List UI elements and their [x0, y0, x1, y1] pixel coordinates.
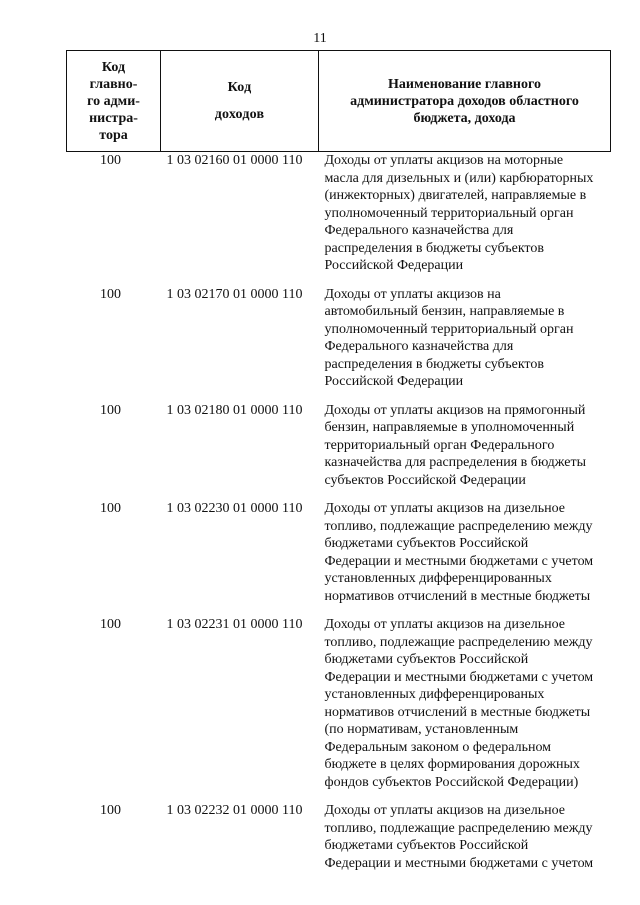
table-row	[67, 286, 611, 402]
revenue-code-cell: 1 03 02170 01 0000 110	[166, 286, 303, 302]
revenue-name-line: Доходы от уплаты акцизов на моторные	[324, 153, 564, 168]
revenue-code-cell: 1 03 02160 01 0000 110	[166, 153, 303, 168]
revenue-name-line: уполномоченный территориальный орган	[324, 205, 574, 221]
revenue-name-line: казначейства для распределения в бюджеты	[324, 455, 586, 470]
revenue-name-line: масла для дизельных и (или) карбюраторных	[324, 170, 594, 186]
table-row	[67, 616, 611, 802]
revenue-code-cell: 1 03 02232 01 0000 110	[166, 803, 303, 818]
revenue-name-line: бюджетами субъектов Российской	[324, 652, 529, 667]
header-name-line: бюджета, дохода	[413, 110, 516, 126]
header-name-line: администратора доходов областного	[350, 93, 579, 109]
revenue-name-line: субъектов Российской Федерации	[324, 472, 526, 488]
revenue-name-cell	[319, 286, 611, 402]
revenue-name-cell	[319, 616, 611, 802]
table-row	[67, 802, 611, 883]
revenue-name-cell	[319, 402, 611, 501]
revenue-name-line: Федерального казначейства для	[324, 339, 514, 354]
revenue-name-line: (инжекторных) двигателей, направляемые в	[324, 188, 587, 203]
header-revenue-code-line: Код	[227, 80, 252, 95]
header-name-line: Наименование главного	[388, 76, 541, 92]
revenue-name-line: Федерации и местными бюджетами с учетом	[324, 553, 594, 569]
revenue-name-line: Доходы от уплаты акцизов на дизельное	[324, 803, 565, 818]
revenue-name-line: Доходы от уплаты акцизов на дизельное	[324, 501, 565, 516]
revenue-table	[66, 50, 611, 883]
revenue-name-line: установленных дифференцированых	[324, 687, 545, 702]
revenue-name-line: автомобильный бензин, направляемые в	[324, 304, 565, 319]
admin-code-cell: 100	[100, 286, 121, 302]
revenue-name-line: распределения в бюджеты субъектов	[324, 240, 544, 256]
header-admin-code-line: нистра-	[89, 110, 138, 126]
revenue-name-cell	[319, 802, 611, 883]
revenue-name-line: (по нормативам, установленным	[324, 722, 519, 737]
revenue-name-line: распределения в бюджеты субъектов	[324, 356, 544, 372]
header-revenue-code	[161, 51, 319, 152]
table-body	[67, 152, 611, 884]
header-admin-code-line: тора	[99, 127, 128, 143]
revenue-name-line: Федерации и местными бюджетами с учетом	[324, 855, 594, 871]
revenue-name-cell	[319, 500, 611, 616]
revenue-name-line: фондов субъектов Российской Федерации)	[324, 774, 579, 790]
header-name	[319, 51, 611, 152]
revenue-name-line: Российской Федерации	[324, 258, 464, 273]
revenue-name-line: Федерального казначейства для	[324, 223, 514, 238]
revenue-code-cell: 1 03 02230 01 0000 110	[166, 501, 303, 516]
table-row	[67, 402, 611, 501]
revenue-name-cell	[319, 152, 611, 286]
admin-code-cell: 100	[100, 803, 121, 818]
revenue-name-line: Федерации и местными бюджетами с учетом	[324, 669, 594, 685]
header-admin-code-line: Код	[101, 59, 126, 75]
header-admin-code-line: го адми-	[87, 93, 140, 109]
revenue-name-line: Доходы от уплаты акцизов на	[324, 286, 501, 302]
revenue-name-line: бюджете в целях формирования дорожных	[324, 757, 580, 772]
revenue-code-cell: 1 03 02180 01 0000 110	[166, 402, 303, 418]
admin-code-cell: 100	[100, 153, 121, 168]
revenue-name-line: топливо, подлежащие распределению между	[324, 518, 593, 534]
revenue-name-line: Доходы от уплаты акцизов на прямогонный	[324, 402, 586, 418]
table-header-row	[67, 51, 611, 152]
header-admin-code	[67, 51, 161, 152]
admin-code-cell: 100	[100, 402, 121, 418]
revenue-name-line: бензин, направляемые в уполномоченный	[324, 420, 575, 435]
admin-code-cell: 100	[100, 501, 121, 516]
revenue-name-line: уполномоченный территориальный орган	[324, 321, 574, 337]
header-revenue-code-line: доходов	[214, 107, 265, 122]
page-number: 11	[313, 31, 327, 46]
header-admin-code-line: главно-	[89, 76, 138, 92]
revenue-name-line: Федеральным законом о федеральном	[324, 739, 552, 755]
revenue-name-line: Доходы от уплаты акцизов на дизельное	[324, 617, 565, 632]
revenue-name-line: Российской Федерации	[324, 374, 464, 389]
table-row	[67, 500, 611, 616]
revenue-name-line: топливо, подлежащие распределению между	[324, 820, 593, 836]
revenue-name-line: установленных дифференцированных	[324, 571, 552, 586]
revenue-name-line: топливо, подлежащие распределению между	[324, 634, 593, 650]
revenue-name-line: нормативов отчислений в местные бюджеты	[324, 588, 591, 604]
revenue-name-line: территориальный орган Федерального	[324, 437, 555, 453]
revenue-name-line: нормативов отчислений в местные бюджеты	[324, 704, 591, 720]
table-row	[67, 152, 611, 286]
revenue-name-line: бюджетами субъектов Российской	[324, 838, 529, 853]
revenue-code-cell: 1 03 02231 01 0000 110	[166, 617, 303, 632]
revenue-name-line: бюджетами субъектов Российской	[324, 536, 529, 551]
admin-code-cell: 100	[100, 617, 121, 632]
